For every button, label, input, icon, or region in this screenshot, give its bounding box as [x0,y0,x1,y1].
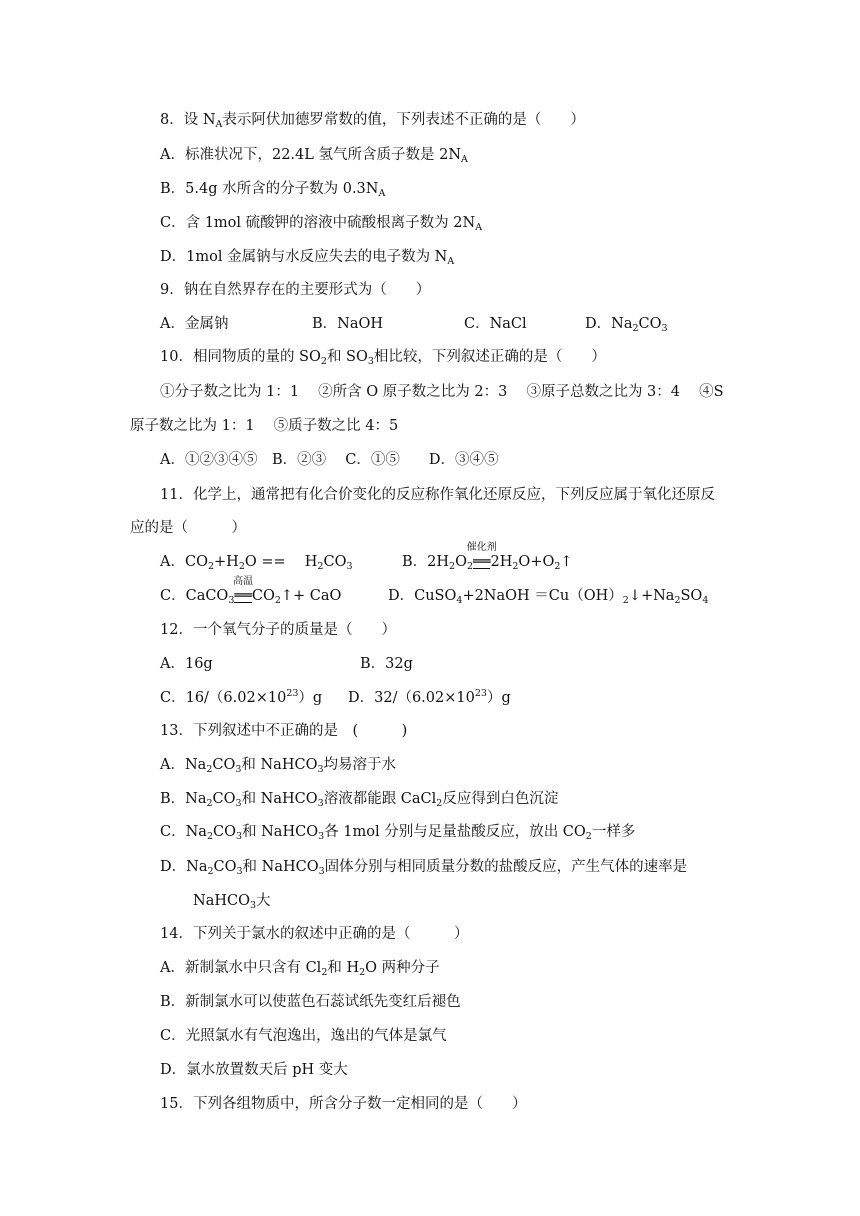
question-12-option-c: C．$16/(6.02\times 10^{23})g$ [160,688,323,706]
question-9-option-d: D．$Na_2CO_3$ [585,316,668,334]
question-10-statements-line-1: ①分子数之比为 1：1 ②所含 O 原子数之比为 2：3 ③原子总数之比为 3：4 ④S [160,384,724,400]
question-14-option-d: D．氯水放置数天后 pH 变大 [160,1062,348,1078]
question-13-stem: 13．下列叙述中不正确的是 ( ) [160,723,408,739]
question-8-option-c: C．含 1mol 硫酸钾的溶液中硫酸根离子数为 $2N_A$ [160,215,483,233]
question-9-option-b: B．NaOH [312,316,384,332]
question-11-stem-line-2: 应的是（ ） [130,520,246,536]
question-11-option-a: A．$CO_2+H_2O$ == $H_2CO_3$ [160,554,353,572]
question-9-option-a: A．金属钠 [160,316,229,332]
question-14-stem: 14．下列关于氯水的叙述中正确的是（ ） [160,926,469,942]
question-10-stem: 10．相同物质的量的 $SO_2$和 $SO_3$相比较，下列叙述正确的是（ ） [160,349,606,367]
question-12-stem: 12．一个氧气分子的质量是（ ） [160,622,396,638]
question-13-option-d-line-1: D．$Na_2CO_3$和 NaHCO$_3$固体分别与相同质量分数的盐酸反应，产生气体的速率是 [160,859,688,877]
question-11-option-d: D．CuSO$_4$+2NaOH $=Cu(OH)_2↓+Na_2SO_4$ [388,588,709,606]
question-8-option-a: A．标准状况下，22.4L 氢气所含质子数是 $2N_A$ [160,147,468,165]
question-13-option-a: A．$Na_2CO_3$和 NaHCO$_3$均易溶于水 [160,757,397,775]
question-14-option-a: A．新制氯水中只含有 $Cl_2$和 $H_2O$ 两种分子 [160,960,440,978]
question-11-stem-line-1: 11．化学上，通常把有化合价变化的反应称作氧化还原反应，下列反应属于氧化还原反 [160,487,715,503]
question-13-option-b: B．$Na_2CO_3$和 NaHCO$_3$溶液都能跟 CaCl$_2$反应得到白色沉淀 [160,791,559,809]
question-9-stem: 9．钠在自然界存在的主要形式为（ ） [160,282,431,298]
question-10-statements-line-2: 原子数之比为 1：1 ⑤质子数之比 4：5 [130,418,399,434]
question-11-option-c: C．CaCO$_3$ 高温 $══CO_2↑+$ CaO [160,576,342,606]
catalyst-condition: 催化剂 ══ [466,542,497,570]
question-14-option-b: B．新制氯水可以使蓝色石蕊试纸先变红后褪色 [160,994,461,1010]
question-11-option-b: B．$2H_2O_2$ 催化剂 $══2H_2O+O_2↑$ [402,542,573,572]
question-8-option-b: B．5.4g 水所含的分子数为 $0.3N_A$ [160,181,386,199]
question-13-option-d-line-2: NaHCO$_3$大 [193,893,271,911]
question-12-option-a: A．16g [160,656,213,672]
question-14-option-c: C．光照氯水有气泡逸出，逸出的气体是氯气 [160,1028,447,1044]
question-8-stem: 8．设 $N_A$表示阿伏加德罗常数的值，下列表述不正确的是（ ） [160,112,585,130]
high-temperature-condition: 高温 ══ [233,576,254,604]
question-12-option-d: D．$32/(6.02\times 10^{23})g$ [348,688,511,706]
question-12-option-b: B．32g [360,656,413,672]
question-10-options: A．①②③④⑤ B．②③ C．①⑤ D．③④⑤ [160,452,499,468]
question-8-option-d: D．1mol 金属钠与水反应失去的电子数为 $N_A$ [160,249,455,267]
question-13-option-c: C．$Na_2CO_3$和 NaHCO$_3$各 1mol 分别与足量盐酸反应，放出 $CO_2$一样多 [160,824,636,842]
question-9-option-c: C．NaCl [464,316,527,332]
question-15-stem: 15．下列各组物质中，所含分子数一定相同的是（ ） [160,1096,527,1112]
